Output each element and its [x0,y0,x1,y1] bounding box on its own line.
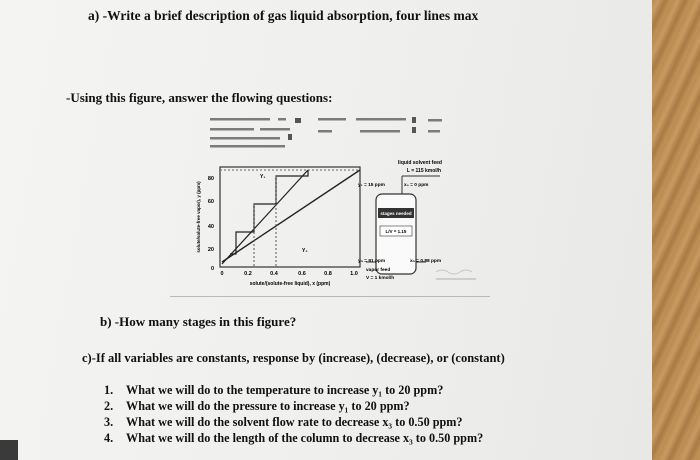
xtick: 1.0 [350,271,358,277]
column-bottom-flow: V = 1 kmol/h [366,276,395,281]
ytick: 0 [210,266,214,272]
x-axis-label: solute/(solute-free liquid), x (ppm) [249,281,331,287]
question-b: b) -How many stages in this figure? [100,314,297,329]
desk-background [652,0,700,460]
xtick: 0.8 [324,271,332,277]
xtick: 0.2 [244,271,252,277]
figure-instruction: -Using this figure, answer the flowing questions: [66,90,333,105]
photo-corner [0,440,18,460]
question-c: c)-If all variables are constants, response by (increase), (decrease), or (constant) [82,351,505,365]
item-text: What we will do the length of the column to decrease x₃ to 0.50 ppm? [126,431,484,445]
absorption-figure [190,112,480,292]
item-text: What we will do the pressure to increase y₁ to 20 ppm? [126,399,410,413]
absorption-column [358,160,442,281]
column-y-out: y₁ = 15 ppm [358,183,385,188]
ytick: 20 [207,247,214,253]
line-label-y2: Y₂ [302,248,308,254]
line-label-y1: Y₁ [260,174,266,180]
column-top-label: liquid solvent feed [398,160,442,166]
ytick: 80 [207,176,214,182]
list-item [104,382,483,398]
item-text: What we will do to the temperature to increase y₁ to 20 ppm? [126,383,444,397]
column-stages-label: stages needed [380,211,412,216]
watermark [436,270,476,280]
xtick: 0 [220,271,224,277]
xtick: 0.6 [298,271,306,277]
figure-legend [210,117,442,148]
column-y-in: yₙ = 91 ppm [358,259,386,264]
question-c-list [104,382,483,446]
column-ratio: L/V = 1.15 [385,229,407,234]
item-number: 2. [104,399,114,413]
list-item [104,430,483,446]
item-number: 3. [104,415,114,429]
item-number: 1. [104,383,114,397]
list-item [104,414,483,430]
column-top-flow: L = 115 kmol/h [406,168,442,174]
column-x-in: x₀ = 0 ppm [404,183,429,188]
xtick: 0.4 [270,271,278,277]
question-a: a) -Write a brief description of gas liquid absorption, four lines max [88,8,479,23]
item-text: What we will do the solvent flow rate to decrease x₃ to 0.50 ppm? [126,415,463,429]
y-axis-label: solute/solute-free vapor), y (ppm) [196,181,201,253]
equilibrium-plot [196,167,360,287]
column-bottom-label: vapor feed [366,268,391,273]
list-item [104,398,483,414]
column-x-out: xₙ = 0.88 ppm [410,259,442,264]
figure-divider [170,296,490,297]
ytick: 40 [207,224,214,230]
item-number: 4. [104,431,114,445]
ytick: 60 [207,199,214,205]
